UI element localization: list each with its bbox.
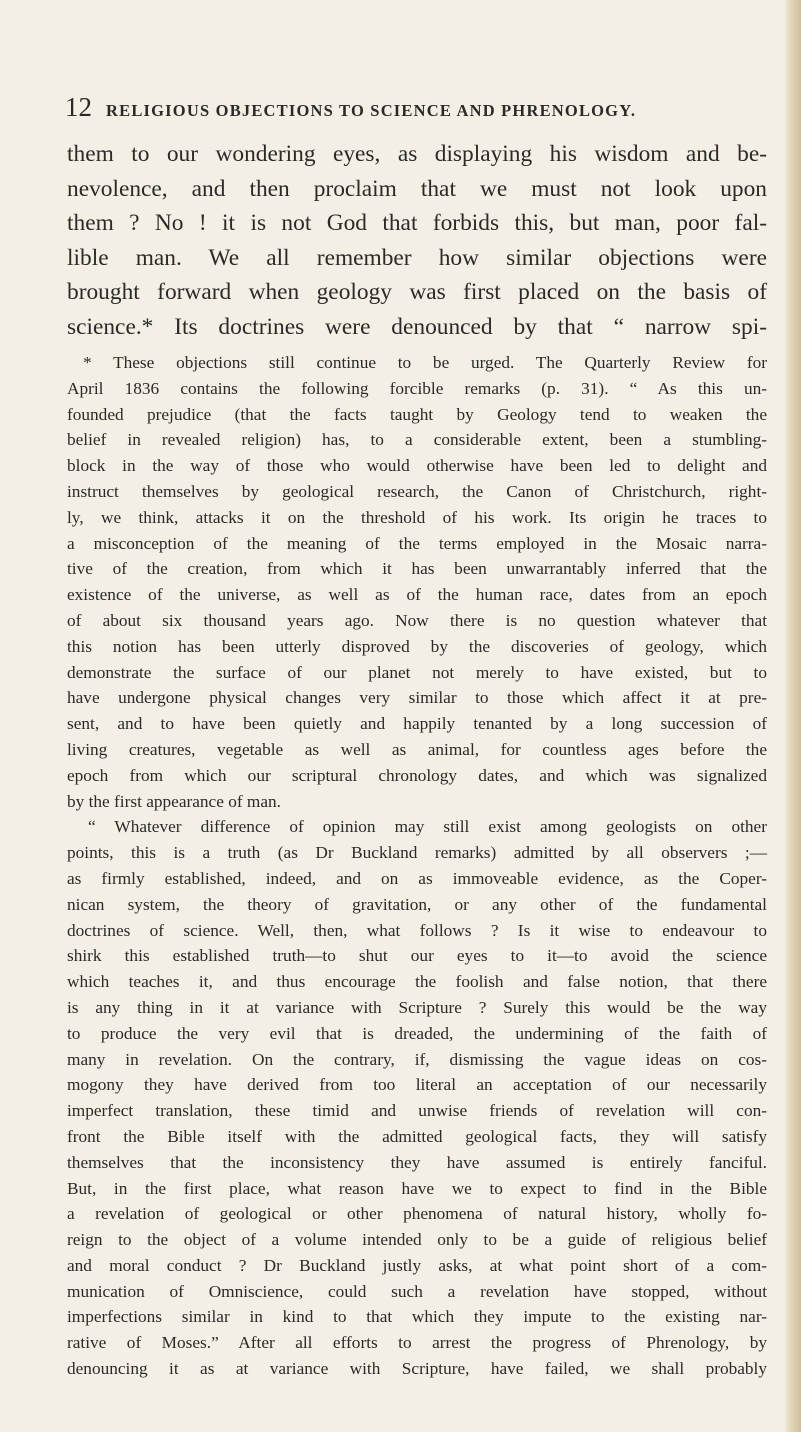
footnote-line: existence of the universe, as well as of the human race, dates from an epoch (67, 585, 767, 605)
footnote-line: doctrines of science. Well, then, what follows ? Is it wise to endeavour to (67, 920, 767, 940)
footnote-line: epoch from which our scriptural chronology dates, and which was signalized (67, 765, 767, 785)
page-number: 12 (65, 92, 92, 122)
page-header (65, 92, 765, 123)
footnote-line: imperfect translation, these timid and unwise friends of revelation will con- (67, 1101, 767, 1121)
footnote-line: have undergone physical changes very similar to those which affect it at pre- (67, 688, 767, 708)
footnote-line: is any thing in it at variance with Scripture ? Surely this would be the way (67, 997, 767, 1017)
footnote-line: front the Bible itself with the admitted geological facts, they will satisfy (67, 1126, 767, 1146)
footnote-line: tive of the creation, from which it has been unwarrantably inferred that the (67, 559, 767, 579)
footnote-line: demonstrate the surface of our planet not merely to have existed, but to (67, 662, 767, 682)
body-line: lible man. We all remember how similar objections were (67, 244, 767, 271)
footnote-line: to produce the very evil that is dreaded, the undermining of the faith of (67, 1023, 767, 1043)
footnote-line: munication of Omniscience, could such a revelation have stopped, without (67, 1281, 767, 1301)
footnote-line: shirk this established truth—to shut our eyes to it—to avoid the science (67, 946, 767, 966)
footnote-line: this notion has been utterly disproved by the discoveries of geology, which (67, 636, 767, 656)
footnote-line: by the first appearance of man. (67, 791, 281, 811)
footnote-line: mogony they have derived from too literal an acceptation of our necessarily (67, 1075, 767, 1095)
body-text (67, 137, 767, 345)
footnote-line: themselves that the inconsistency they have assumed is entirely fanciful. (67, 1152, 767, 1172)
footnote (67, 350, 767, 1382)
body-line: them ? No ! it is not God that forbids this, but man, poor fal- (67, 210, 767, 237)
running-head: RELIGIOUS OBJECTIONS TO SCIENCE AND PHRENOLOGY. (106, 101, 637, 120)
footnote-line: living creatures, vegetable as well as animal, for countless ages before the (67, 739, 767, 759)
footnote-line: founded prejudice (that the facts taught by Geology tend to weaken the (67, 404, 767, 424)
footnote-line: which teaches it, and thus encourage the foolish and false notion, that there (67, 972, 767, 992)
footnote-line: block in the way of those who would otherwise have been led to delight and (67, 456, 767, 476)
footnote-line: But, in the first place, what reason have we to expect to find in the Bible (67, 1178, 767, 1198)
page-edge (785, 0, 801, 1432)
footnote-line: reign to the object of a volume intended only to be a guide of religious belief (67, 1230, 767, 1250)
footnote-line: April 1836 contains the following forcible remarks (p. 31). “ As this un- (67, 378, 767, 398)
footnote-line: denouncing it as at variance with Scripture, have failed, we shall probably (67, 1359, 767, 1379)
footnote-line: points, this is a truth (as Dr Buckland remarks) admitted by all observers ;— (67, 843, 767, 863)
footnote-line: nican system, the theory of gravitation, or any other of the fundamental (67, 894, 767, 914)
body-line: them to our wondering eyes, as displaying his wisdom and be- (67, 141, 767, 167)
body-line: nevolence, and then proclaim that we must not look upon (67, 175, 767, 202)
footnote-line: “ Whatever difference of opinion may still exist among geologists on other (88, 817, 767, 837)
footnote-line: ly, we think, attacks it on the threshold of his work. Its origin he traces to (67, 507, 767, 527)
footnote-line: imperfections similar in kind to that which they impute to the existing nar- (67, 1307, 767, 1327)
footnote-line: belief in revealed religion) has, to a considerable extent, been a stumbling- (67, 430, 767, 450)
body-line: science.* Its doctrines were denounced by that “ narrow spi- (67, 313, 767, 340)
footnote-line: a misconception of the meaning of the terms employed in the Mosaic narra- (67, 533, 767, 553)
footnote-line: rative of Moses.” After all efforts to arrest the progress of Phrenology, by (67, 1333, 767, 1353)
footnote-line: and moral conduct ? Dr Buckland justly asks, at what point short of a com- (67, 1255, 767, 1275)
footnote-line: as firmly established, indeed, and on as immoveable evidence, as the Coper- (67, 868, 767, 888)
footnote-line: a revelation of geological or other phenomena of natural history, wholly fo- (67, 1204, 767, 1224)
body-line: brought forward when geology was first placed on the basis of (67, 279, 767, 306)
footnote-line: sent, and to have been quietly and happily tenanted by a long succession of (67, 714, 767, 734)
footnote-line: * These objections still continue to be urged. The Quarterly Review for (83, 353, 767, 372)
footnote-line: instruct themselves by geological research, the Canon of Christchurch, right- (67, 481, 767, 501)
footnote-line: many in revelation. On the contrary, if, dismissing the vague ideas on cos- (67, 1049, 767, 1069)
footnote-line: of about six thousand years ago. Now there is no question whatever that (67, 610, 767, 630)
